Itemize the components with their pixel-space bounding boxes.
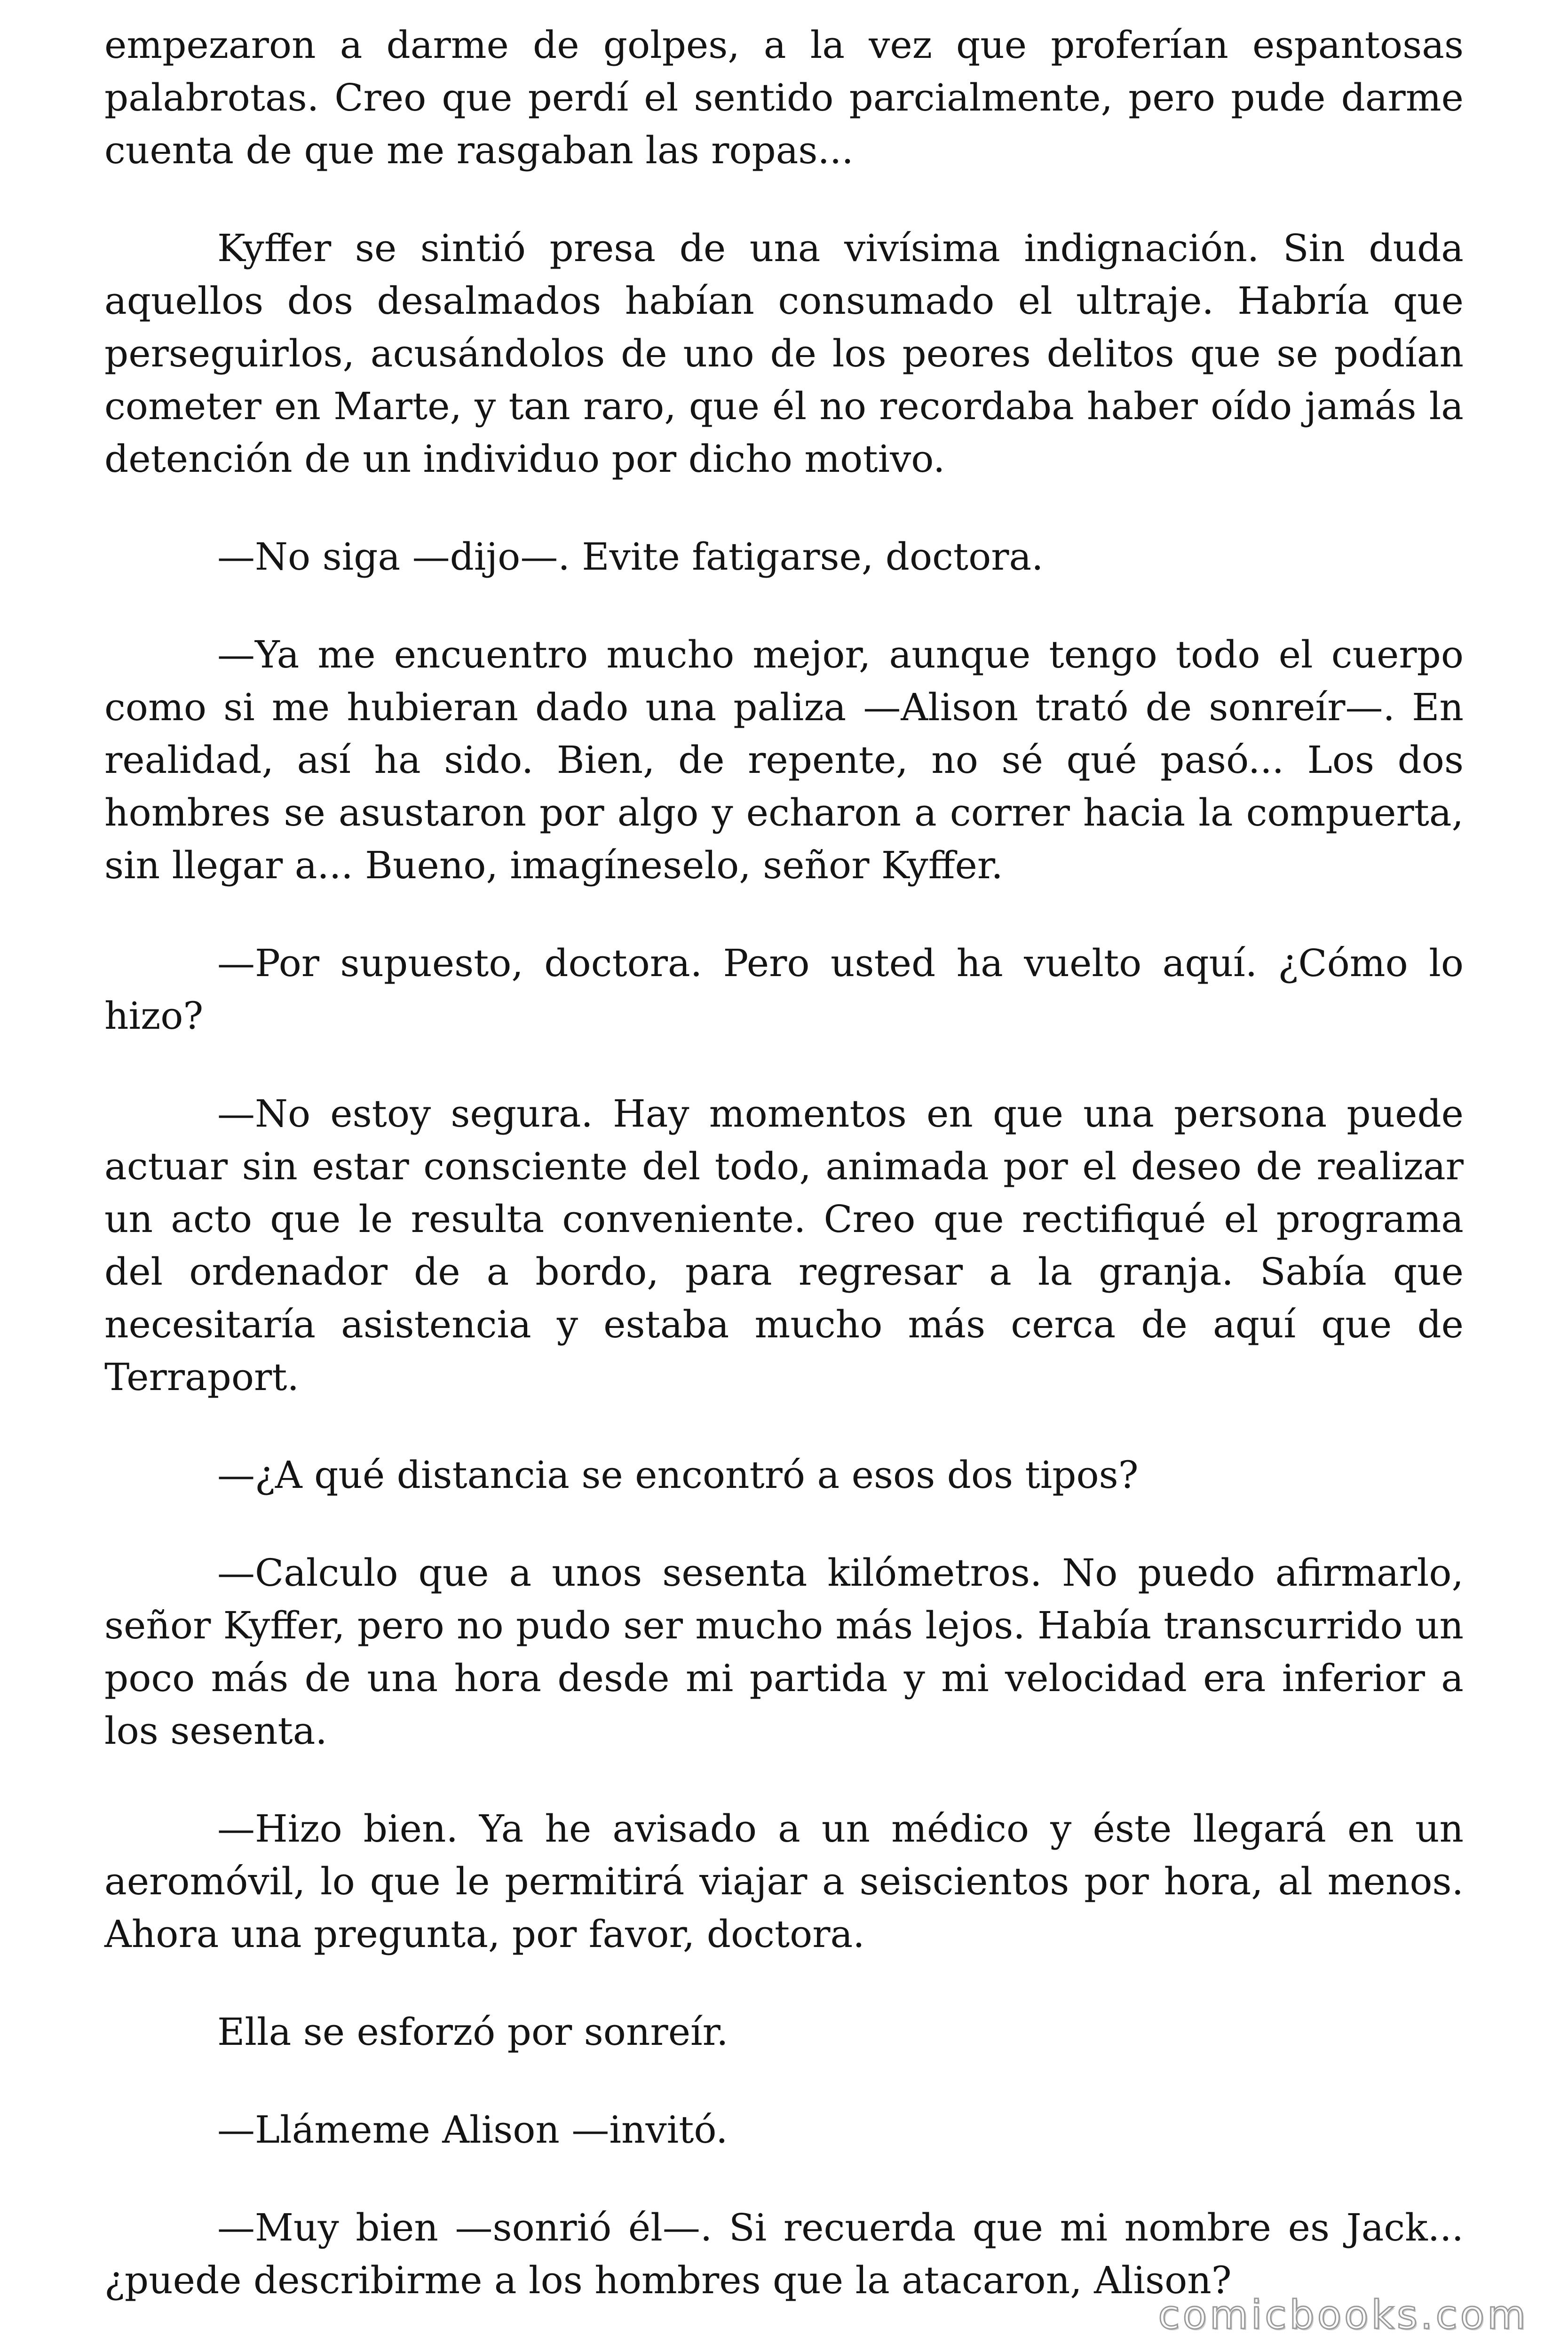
paragraph-10: Ella se esforzó por sonreír. bbox=[217, 2010, 729, 2054]
paragraph-7: —¿A qué distancia se encontró a esos dos tipos? bbox=[217, 1453, 1139, 1497]
paragraph-12: —Muy bien —sonrió él—. Si recuerda que mi nombre es Jack... ¿puede describirme a los hombres que la atacaron, Alison? bbox=[104, 2206, 1464, 2302]
paragraph-9: —Hizo bien. Ya he avisado a un médico y éste llegará en un aeromóvil, lo que le permitirá viajar a seiscientos por hora, al menos. Ahora una pregunta, por favor, doctora. bbox=[104, 1807, 1464, 1956]
paragraph-3: —No siga —dijo—. Evite fatigarse, doctora. bbox=[217, 535, 1044, 579]
paragraph-5: —Por supuesto, doctora. Pero usted ha vuelto aquí. ¿Cómo lo hizo? bbox=[104, 941, 1464, 1038]
paragraph-1: empezaron a darme de golpes, a la vez que proferían espantosas palabrotas. Creo que perdí el sentido parcialmente, pero pude darme cuenta de que me rasgaban las ropas... bbox=[104, 23, 1464, 172]
body-text bbox=[104, 19, 1464, 2352]
paragraph-6: —No estoy segura. Hay momentos en que una persona puede actuar sin estar consciente del todo, animada por el deseo de realizar un acto que le resulta conveniente. Creo que rectifiqué el programa del ordenador de a bordo, para regresar a la granja. Sabía que necesitaría asistencia y estaba mucho más cerca de aquí que de Terraport. bbox=[104, 1092, 1464, 1399]
paragraph-4: —Ya me encuentro mucho mejor, aunque tengo todo el cuerpo como si me hubieran dado una paliza —Alison trató de sonreír—. En realidad, así ha sido. Bien, de repente, no sé qué pasó... Los dos hombres se asustaron por algo y echaron a correr hacia la compuerta, sin llegar a... Bueno, imagíneselo, señor Kyffer. bbox=[104, 633, 1464, 887]
paragraph-2: Kyffer se sintió presa de una vivísima indignación. Sin duda aquellos dos desalmados habían consumado el ultraje. Habría que perseguirlos, acusándolos de uno de los peores delitos que se podían cometer en Marte, y tan raro, que él no recordaba haber oído jamás la detención de un individuo por dicho motivo. bbox=[104, 226, 1464, 481]
watermark-logo: comicbooks.com bbox=[1158, 2292, 1528, 2338]
paragraph-8: —Calculo que a unos sesenta kilómetros. No puedo afirmarlo, señor Kyffer, pero no pudo ser mucho más lejos. Había transcurrido un poco más de una hora desde mi partida y mi velocidad era inferior a los sesenta. bbox=[104, 1551, 1464, 1753]
paragraph-11: —Llámeme Alison —invitó. bbox=[217, 2108, 728, 2152]
